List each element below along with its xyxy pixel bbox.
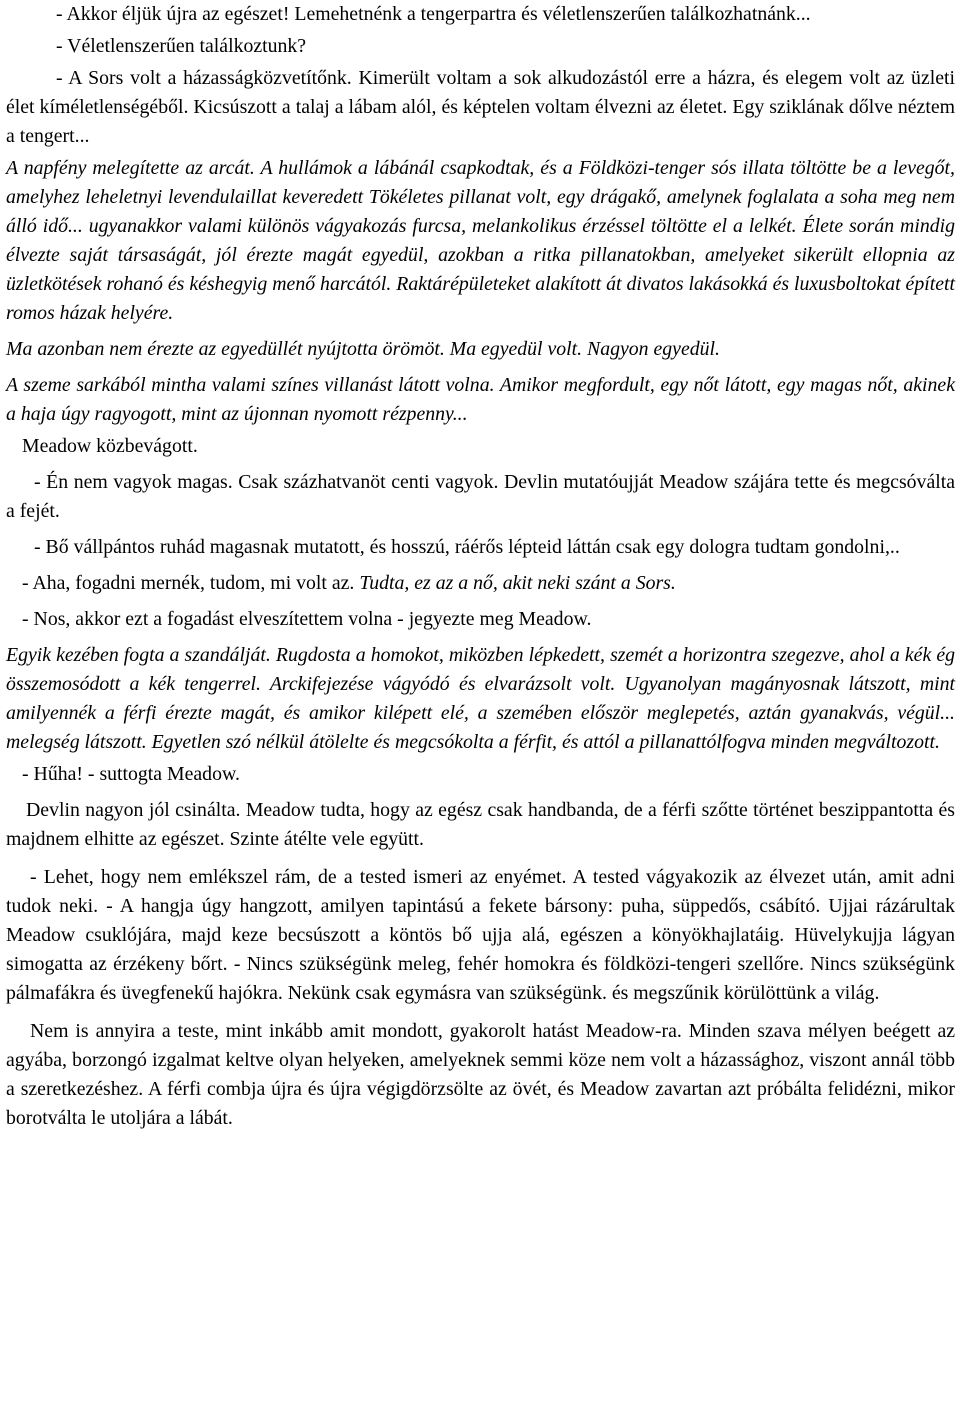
paragraph: - Én nem vagyok magas. Csak százhatvanöt centi vagyok. Devlin mutatóujját Meadow szájára tette és megcsóválta a fejét. (6, 471, 955, 522)
paragraph: Nem is annyira a teste, mint inkább amit mondott, gyakorolt hatást Meadow-ra. Minden szava mélyen beégett az agyába, borzongó izgalmat keltve olyan helyeken, amelyeknek semmi köze nem volt a házassághoz, viszont annál több a szeretkezéshez. A férfi combja újra és újra végigdörzsölte az övét, és Meadow zavartan azt próbálta felidézni, mikor borotválta le utoljára a lábát. (6, 1020, 955, 1129)
paragraph: - Véletlenszerűen találkoztunk? (56, 35, 307, 57)
paragraph: Devlin nagyon jól csinálta. Meadow tudta, hogy az egész csak handbanda, de a férfi szőtte történet beszippantotta és majdnem elhitte az egészet. Szinte átélte vele együtt. (6, 799, 955, 850)
document-page (6, 0, 955, 1133)
paragraph: - Hűha! - suttogta Meadow. (22, 763, 240, 785)
paragraph: Egyik kezében fogta a szandálját. Rugdosta a homokot, miközben lépkedett, szemét a horizontra szegezve, ahol a kék ég összemosódott a kék tengerrel. Arckifejezése vágyódó és elvarázsolt volt. Ugyanolyan magányosnak látszott, mint amilyennék a férfi érezte magát, és amikor kilépett elé, a szemében először meglepetés, aztán gyanakvás, végül... melegség látszott. Egyetlen szó nélkül átölelte és megcsókolta a férfit, és attól a pillanattólfogva minden megváltozott. (6, 644, 955, 753)
paragraph: - Lehet, hogy nem emlékszel rám, de a tested ismeri az enyémet. A tested vágyakozik az élvezet után, amit adni tudok neki. - A hangja úgy hangzott, amilyen tapintású a fekete bársony: puha, süppedős, csábító. Ujjai rázárultak Meadow csuklójára, majd keze becsúszott a köntös bő ujja alá, egészen a könyökhajlatáig. Hüvelykujja lágyan simogatta az érzékeny bőrt. - Nincs szükségünk meleg, fehér homokra és földközi-tengeri szellőre. Nincs szükségünk pálmafákra és üvegfenekű hajókra. Nekünk csak egymásra van szükségünk. és megszűnik körülöttünk a világ. (6, 866, 955, 1004)
paragraph: - Aha, fogadni mernék, tudom, mi volt az. Tudta, ez az a nő, akit neki szánt a Sors. (22, 572, 676, 594)
paragraph: - Nos, akkor ezt a fogadást elveszítettem volna - jegyezte meg Meadow. (22, 608, 592, 630)
paragraph: - Akkor éljük újra az egészet! Lemehetnénk a tengerpartra és véletlenszerűen találkozhatnánk... (56, 3, 811, 25)
paragraph: A napfény melegítette az arcát. A hullámok a lábánál csapkodtak, és a Földközi-tenger sós illata töltötte be a levegőt, amelyhez leheletnyi levendulaillat keveredett Tökéletes pillanat volt, egy drágakő, amelynek foglalata a soha meg nem álló idő... ugyanakkor valami különös vágyakozás furcsa, melankolikus érzéssel töltötte el a lelkét. Élete során mindig élvezte saját társaságát, jól érezte magát egyedül, azokban a ritka pillanatokban, amelyeket sikerült ellopnia az üzletkötések rohanó és késhegyig menő harcától. Raktárépületeket alakított át divatos lakásokká és luxusboltokat épített romos házak helyére. (6, 157, 955, 324)
paragraph: A szeme sarkából mintha valami színes villanást látott volna. Amikor megfordult, egy nőt látott, egy magas nőt, akinek a haja úgy ragyogott, mint az újonnan nyomott rézpenny... (6, 374, 955, 425)
paragraph: - A Sors volt a házasságközvetítőnk. Kimerült voltam a sok alkudozástól erre a házra, és elegem volt az üzleti élet kíméletlenségéből. Kicsúszott a talaj a lábam alól, és képtelen voltam élvezni az életet. Egy sziklának dőlve néztem a tengert... (6, 67, 955, 147)
paragraph: Meadow közbevágott. (22, 435, 198, 457)
paragraph: - Bő vállpántos ruhád magasnak mutatott, és hosszú, ráérős lépteid láttán csak egy dologra tudtam gondolni,.. (34, 536, 900, 558)
paragraph: Ma azonban nem érezte az egyedüllét nyújtotta örömöt. Ma egyedül volt. Nagyon egyedül. (6, 338, 720, 360)
